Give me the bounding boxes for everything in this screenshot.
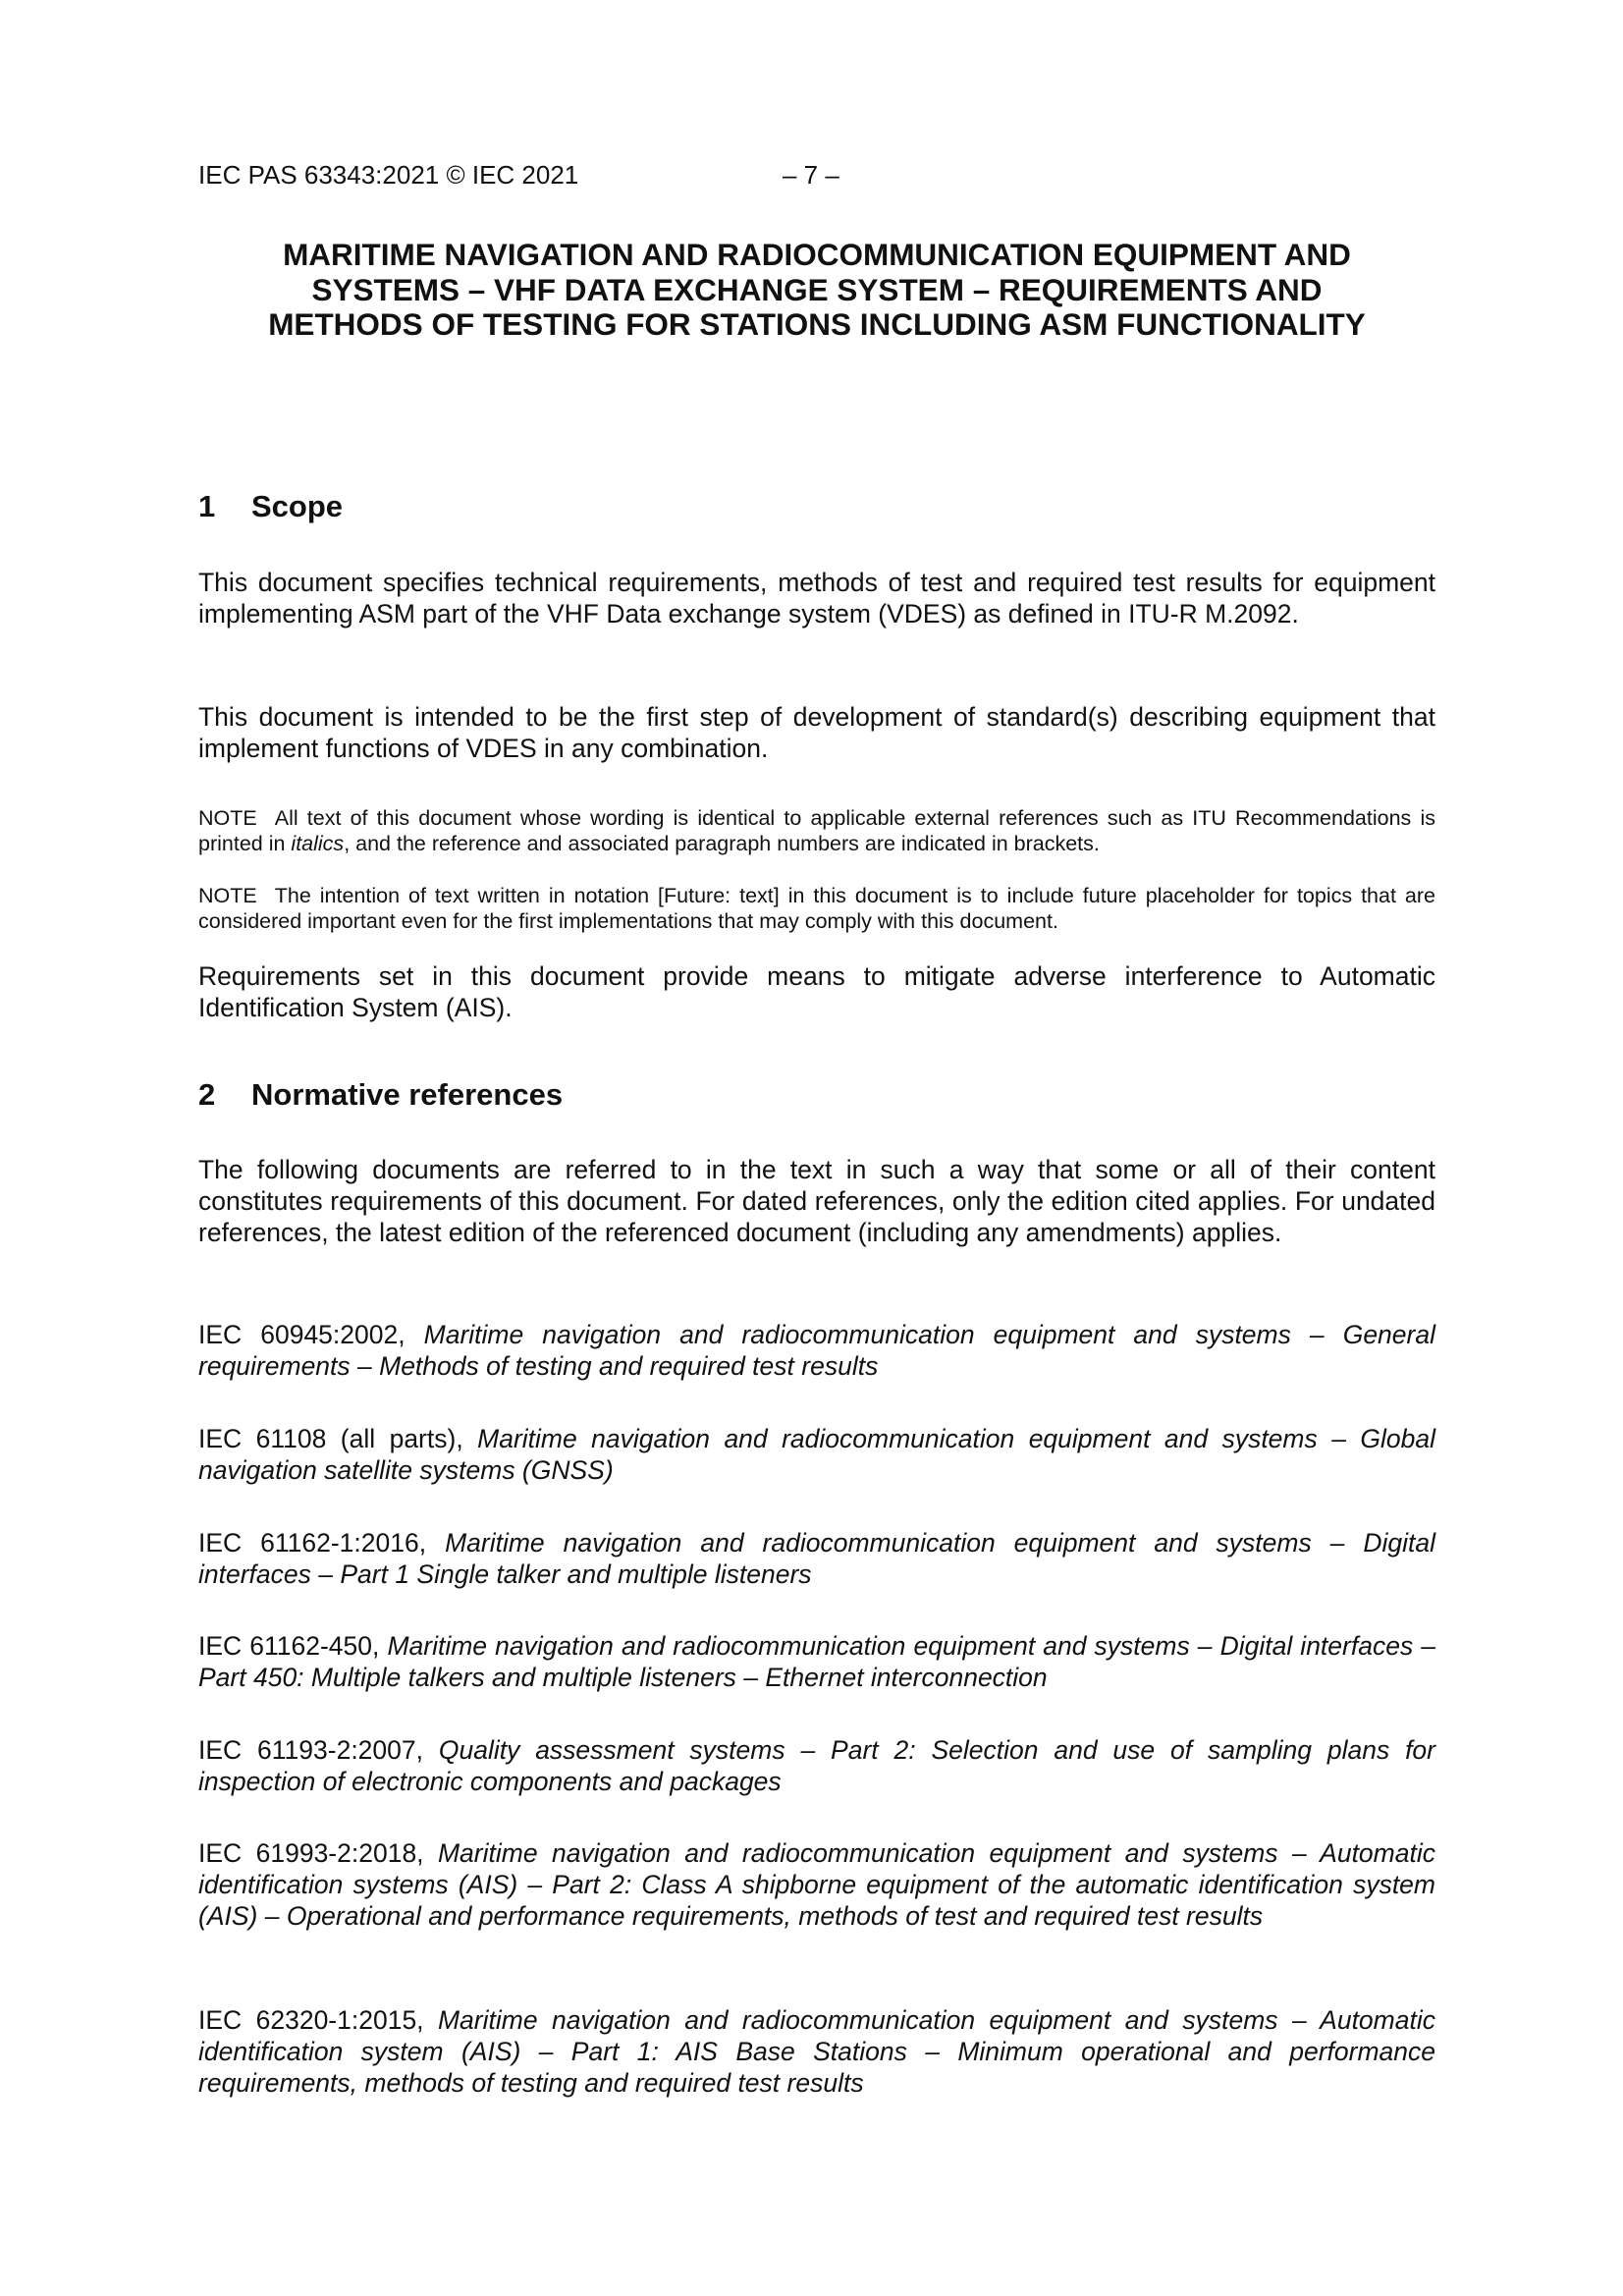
reference-entry	[198, 1319, 1435, 1382]
reference-entry	[198, 2004, 1435, 2099]
note-label: NOTE	[198, 806, 257, 830]
reference-title: Maritime navigation and radiocommunication equipment and systems – Global navigation satellite systems (GNSS)	[198, 1424, 1435, 1485]
reference-title: Maritime navigation and radiocommunication equipment and systems – Digital interfaces – Part 1 Single talker and multiple listeners	[198, 1528, 1435, 1589]
reference-title: Maritime navigation and radiocommunication equipment and systems – General requirements – Methods of testing and required test results	[198, 1320, 1435, 1381]
paragraph: This document specifies technical requirements, methods of test and required test results for equipment implementing ASM part of the VHF Data exchange system (VDES) as defined in ITU-R M.2092.	[198, 568, 1435, 629]
reference-entry	[198, 1837, 1435, 1932]
reference-title: Maritime navigation and radiocommunication equipment and systems – Digital interfaces – Part 450: Multiple talkers and multiple listeners – Ethernet interconnection	[198, 1631, 1435, 1692]
section-number: 2	[198, 1077, 216, 1112]
title-line: SYSTEMS – VHF DATA EXCHANGE SYSTEM – REQUIREMENTS AND	[311, 271, 1323, 307]
section-title: Normative references	[251, 1077, 564, 1112]
reference-id: IEC 61162-1:2016,	[198, 1528, 446, 1558]
reference-entry	[198, 1527, 1435, 1590]
note-text: The intention of text written in notation [Future: text] in this document is to include future placeholder for topics that are considered important even for the first implementations that may comply with this document.	[198, 884, 1435, 933]
section-title: Scope	[251, 489, 344, 523]
paragraph: This document is intended to be the first step of development of standard(s) describing equipment that implement functions of VDES in any combination.	[198, 702, 1435, 763]
reference-title: Maritime navigation and radiocommunication equipment and systems – Automatic identification systems (AIS) – Part 2: Class A shipborne equipment of the automatic identification system (AIS) – Operational and performance requirements, methods of test and required test results	[198, 1838, 1435, 1931]
running-header	[198, 160, 839, 191]
document-title	[198, 238, 1435, 343]
section-heading-scope	[198, 489, 343, 524]
reference-id: IEC 60945:2002,	[198, 1320, 424, 1349]
reference-id: IEC 61162-450,	[198, 1631, 388, 1661]
reference-title: Quality assessment systems – Part 2: Selection and use of sampling plans for inspection of electronic components and packages	[198, 1735, 1435, 1796]
title-line: METHODS OF TESTING FOR STATIONS INCLUDING ASM FUNCTIONALITY	[268, 306, 1366, 342]
note	[198, 884, 1435, 934]
reference-title: Maritime navigation and radiocommunication equipment and systems – Automatic identification system (AIS) – Part 1: AIS Base Stations – Minimum operational and performance requirements, methods of testing and required test results	[198, 2005, 1435, 2098]
reference-entry	[198, 1630, 1435, 1693]
note-label: NOTE	[198, 884, 257, 907]
paragraph: Requirements set in this document provide means to mitigate adverse interference to Automatic Identification System (AIS).	[198, 961, 1435, 1022]
note-text-italic: italics	[291, 831, 345, 855]
reference-id: IEC 61108 (all parts),	[198, 1424, 478, 1453]
paragraph: The following documents are referred to in the text in such a way that some or all of their content constitutes requirements of this document. For dated references, only the edition cited applies. For undated references, the latest edition of the referenced document (including any amendments) applies.	[198, 1155, 1435, 1247]
reference-id: IEC 61993-2:2018,	[198, 1838, 438, 1868]
reference-entry	[198, 1423, 1435, 1486]
reference-id: IEC 61193-2:2007,	[198, 1735, 439, 1765]
note	[198, 806, 1435, 856]
note-text: , and the reference and associated paragraph numbers are indicated in brackets.	[344, 831, 1100, 855]
reference-entry	[198, 1734, 1435, 1797]
page-number: – 7 –	[783, 160, 839, 190]
header-document-id: IEC PAS 63343:2021 © IEC 2021	[198, 160, 579, 190]
note-text: All text of this document whose wording is identical to applicable external references such as ITU Recommendations is printed in	[198, 806, 1435, 855]
title-line: MARITIME NAVIGATION AND RADIOCOMMUNICATION EQUIPMENT AND	[283, 237, 1351, 272]
reference-id: IEC 62320-1:2015,	[198, 2005, 438, 2035]
section-heading-normative-references	[198, 1077, 563, 1113]
section-number: 1	[198, 489, 216, 523]
